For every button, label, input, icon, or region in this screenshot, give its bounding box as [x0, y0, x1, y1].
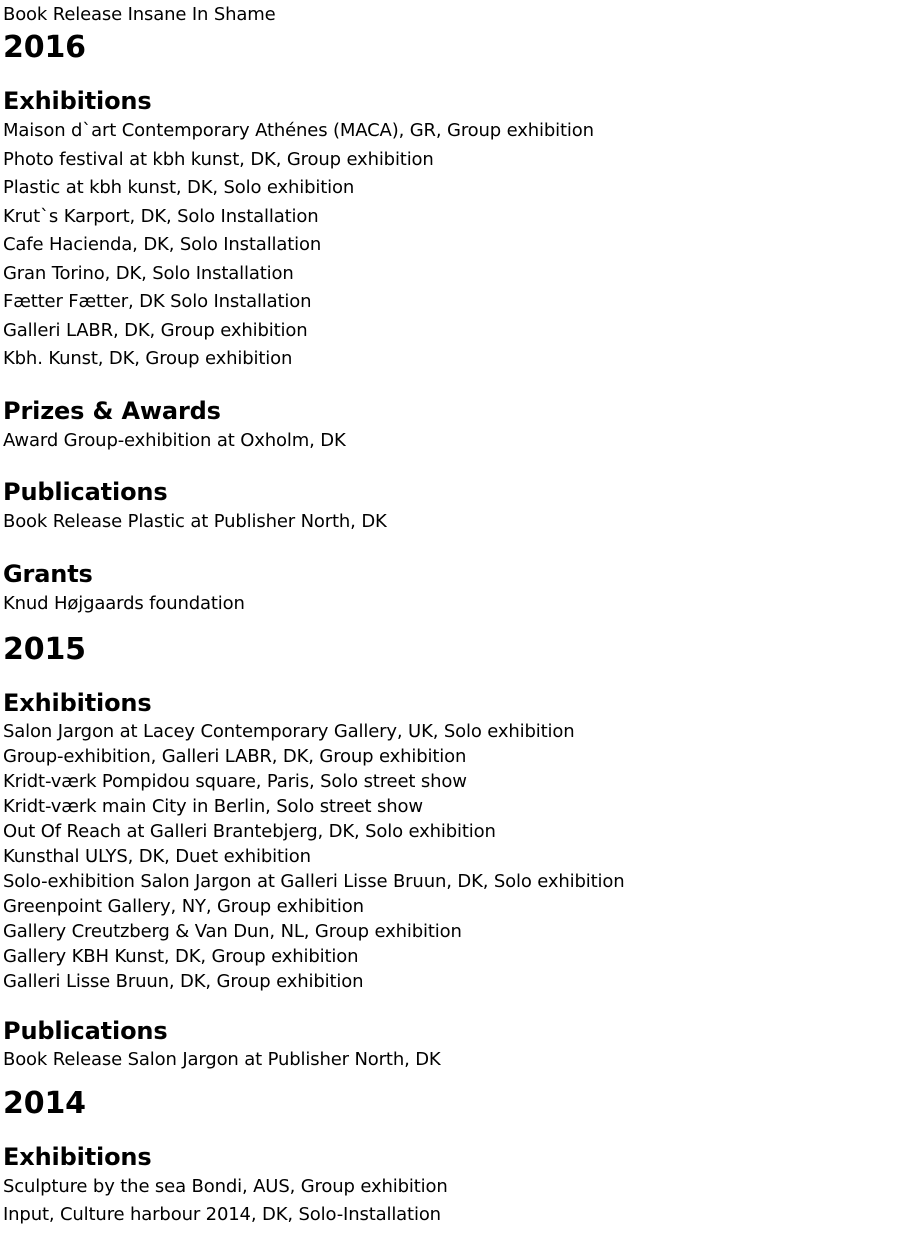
- year-sections: [3, 31, 890, 1229]
- entry-line: Sculpture by the sea Bondi, AUS, Group exhibition: [3, 1176, 448, 1197]
- entry-line: Kunsthal ULYS, DK, Duet exhibition: [3, 846, 311, 867]
- entry-line: Knud Højgaards foundation: [3, 592, 245, 614]
- entry-line: Fætter Fætter, DK Solo Installation: [3, 291, 312, 312]
- entry-line: Salon Jargon at Lacey Contemporary Gallery, UK, Solo exhibition: [3, 721, 575, 742]
- entry-line: Plastic at kbh kunst, DK, Solo exhibition: [3, 177, 355, 198]
- entry-list: [3, 508, 890, 537]
- year-section-2015: [3, 633, 890, 1072]
- entry-list: [3, 590, 890, 619]
- year-section-2014: [3, 1087, 890, 1229]
- entry-line: Gallery KBH Kunst, DK, Group exhibition: [3, 946, 359, 967]
- entry-line: Galleri Lisse Bruun, DK, Group exhibition: [3, 971, 364, 992]
- entry-list: [3, 1047, 890, 1072]
- entry-line: Kbh. Kunst, DK, Group exhibition: [3, 348, 293, 369]
- entry-line: Maison d`art Contemporary Athénes (MACA), GR, Group exhibition: [3, 120, 594, 141]
- entry-line: Krut`s Karport, DK, Solo Installation: [3, 205, 319, 227]
- entry-line: Galleri LABR, DK, Group exhibition: [3, 319, 308, 341]
- category-heading: Publications: [3, 1017, 168, 1045]
- entry-line: Gallery Creutzberg & Van Dun, NL, Group exhibition: [3, 921, 462, 942]
- year-section-2016: [3, 31, 890, 618]
- entry-list: [3, 1173, 890, 1229]
- entry-line: Book Release Salon Jargon at Publisher North, DK: [3, 1049, 441, 1070]
- entry-line: Gran Torino, DK, Solo Installation: [3, 262, 294, 284]
- category-heading: Grants: [3, 559, 93, 588]
- year-heading: 2014: [3, 1086, 86, 1121]
- category-heading: Exhibitions: [3, 689, 152, 717]
- category-heading: Prizes & Awards: [3, 396, 221, 425]
- entry-line: Input, Culture harbour 2014, DK, Solo-Installation: [3, 1204, 441, 1225]
- entry-line: Award Group-exhibition at Oxholm, DK: [3, 429, 346, 451]
- entry-list: [3, 719, 890, 994]
- entry-line: Out Of Reach at Galleri Brantebjerg, DK, Solo exhibition: [3, 821, 496, 842]
- entry-list: [3, 117, 890, 374]
- entry-line: Greenpoint Gallery, NY, Group exhibition: [3, 896, 364, 917]
- entry-line: Solo-exhibition Salon Jargon at Galleri Lisse Bruun, DK, Solo exhibition: [3, 871, 625, 892]
- entry-line: Photo festival at kbh kunst, DK, Group exhibition: [3, 148, 434, 170]
- category-heading: Exhibitions: [3, 87, 152, 115]
- entry-line: Cafe Hacienda, DK, Solo Installation: [3, 234, 322, 255]
- entry-line: Group-exhibition, Galleri LABR, DK, Group exhibition: [3, 746, 467, 767]
- entry-line: Kridt-værk main City in Berlin, Solo street show: [3, 796, 423, 817]
- intro-line: Book Release Insane In Shame: [3, 4, 276, 25]
- category-heading: Exhibitions: [3, 1143, 152, 1171]
- entry-line: Book Release Plastic at Publisher North, DK: [3, 511, 387, 532]
- category-heading: Publications: [3, 478, 168, 506]
- year-heading: 2016: [3, 30, 86, 65]
- entry-list: [3, 427, 890, 456]
- year-heading: 2015: [3, 632, 86, 667]
- entry-line: Kridt-værk Pompidou square, Paris, Solo street show: [3, 771, 467, 792]
